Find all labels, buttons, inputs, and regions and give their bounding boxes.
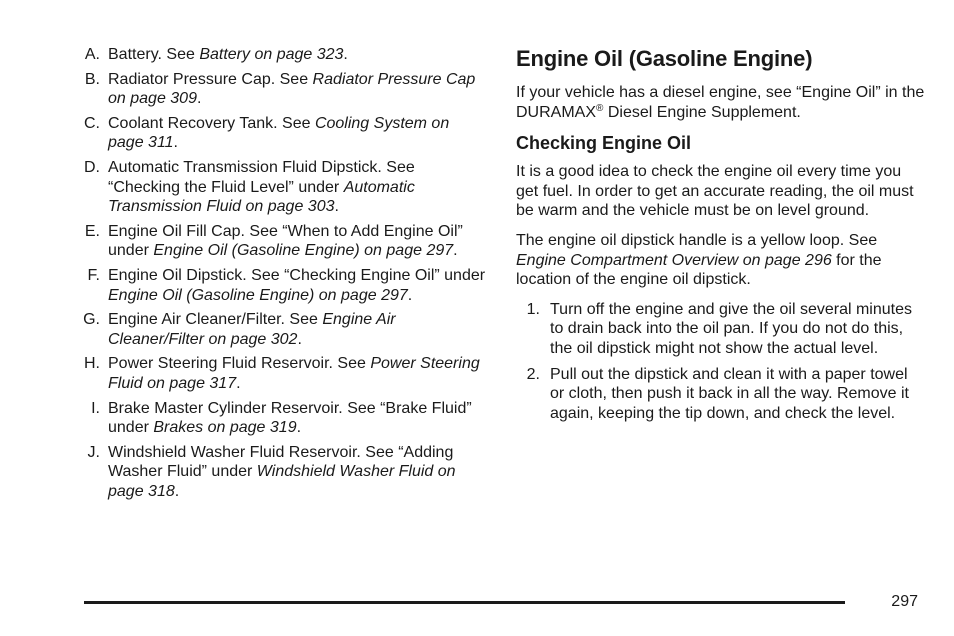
legend-description: Engine Oil Fill Cap. See “When to Add Engine Oil” under (108, 222, 463, 260)
cross-reference: Engine Oil (Gasoline Engine) on page 297 (153, 242, 454, 260)
legend-text (108, 310, 488, 349)
legend-description: Engine Oil Dipstick. See “Checking Engine Oil” under (108, 266, 486, 284)
legend-text (108, 266, 488, 305)
cross-reference: Brakes on page 319 (153, 419, 297, 437)
cross-reference: Power Steering Fluid on page 317 (108, 355, 480, 392)
legend-letter: F. (87, 266, 100, 284)
legend-suffix: . (407, 286, 413, 304)
intro-paragraph (516, 83, 926, 122)
legend-letter: H. (84, 355, 100, 373)
legend-text (108, 114, 488, 153)
cross-reference: Radiator Pressure Cap on page 309 (108, 70, 476, 108)
legend-letter: A. (84, 46, 100, 63)
legend-item-i (78, 399, 488, 438)
legend-suffix: . (297, 330, 302, 348)
legend-item-h (78, 354, 488, 393)
step-text: Pull out the dipstick and clean it with a paper towel or cloth, then push it back in all the way. Remove it again, keeping the tip down, and check the level. (550, 365, 909, 422)
cross-reference: Engine Oil (Gasoline Engine) on page 297 (108, 286, 408, 304)
cross-reference: Automatic Transmission Fluid on page 303 (108, 178, 415, 216)
legend-suffix: . (174, 482, 180, 500)
legend-letter: B. (84, 70, 100, 88)
step-2 (516, 365, 926, 424)
legend-text (108, 443, 488, 502)
legend-suffix: . (236, 374, 241, 392)
legend-description: Engine Air Cleaner/Filter. See (108, 311, 323, 329)
legend-text (108, 158, 488, 217)
intro-text: If your vehicle has a diesel engine, see “Engine Oil” in the DURAMAX (516, 84, 925, 121)
legend-item-d (78, 158, 488, 217)
cross-reference: Battery on page 323 (199, 46, 344, 63)
legend-item-g (78, 310, 488, 349)
legend-text (108, 45, 488, 65)
legend-description: Brake Master Cylinder Reservoir. See “Brake Fluid” under (108, 399, 472, 437)
legend-item-c (78, 114, 488, 153)
footer-rule (84, 601, 845, 604)
step-number: 1. (526, 300, 540, 318)
legend-description: Power Steering Fluid Reservoir. See (108, 355, 371, 373)
legend-suffix: . (173, 134, 178, 152)
legend-text (108, 354, 488, 393)
legend-letter: J. (87, 443, 100, 461)
legend-letter: E. (84, 222, 100, 240)
registered-mark: ® (596, 102, 604, 114)
intro-text-end: Diesel Engine Supplement. (603, 103, 801, 121)
engine-oil-section (516, 45, 926, 429)
legend-suffix: . (196, 90, 202, 108)
subsection-title: Checking Engine Oil (516, 133, 692, 154)
page-number: 297 (891, 593, 918, 610)
paragraph-text: The engine oil dipstick handle is a yellow loop. See (516, 231, 878, 249)
legend-item-a (78, 45, 488, 65)
step-text: Turn off the engine and give the oil several minutes to drain back into the oil pan. If you do not do this, the oil dipstick might not show the actual level. (550, 300, 912, 357)
legend-item-b (78, 70, 488, 109)
legend-description: Radiator Pressure Cap. See (108, 70, 313, 88)
section-title: Engine Oil (Gasoline Engine) (516, 46, 813, 71)
legend-item-j (78, 443, 488, 502)
legend-letter: C. (84, 114, 100, 132)
paragraph-text-end: for the location of the engine oil dipstick. (516, 251, 882, 289)
cross-reference: Windshield Washer Fluid on page 318 (108, 463, 456, 500)
step-number: 2. (526, 365, 540, 383)
cross-reference: Engine Compartment Overview on page 296 (516, 251, 832, 269)
cross-reference: Engine Air Cleaner/Filter on page 302 (108, 311, 396, 348)
legend-description: Battery. See (108, 46, 200, 63)
legend-text (108, 70, 488, 109)
legend-description: Windshield Washer Fluid Reservoir. See “Adding Washer Fluid” under (108, 443, 454, 481)
legend-text (108, 222, 488, 261)
cross-reference: Cooling System on page 311 (108, 114, 450, 152)
legend-item-e (78, 222, 488, 261)
legend-description: Coolant Recovery Tank. See (108, 114, 315, 132)
legend-letter: G. (83, 311, 100, 329)
legend-item-f (78, 266, 488, 305)
legend-text (108, 399, 488, 438)
legend-suffix: . (296, 419, 302, 437)
paragraph-dipstick (516, 231, 926, 290)
component-legend (78, 45, 488, 506)
legend-suffix: . (343, 46, 348, 63)
legend-suffix: . (453, 242, 458, 260)
legend-letter: I. (91, 399, 100, 417)
legend-description: Automatic Transmission Fluid Dipstick. See “Checking the Fluid Level” under (108, 158, 415, 196)
legend-letter: D. (84, 158, 100, 176)
step-1 (516, 300, 926, 359)
paragraph-check-oil: It is a good idea to check the engine oil every time you get fuel. In order to get an accurate reading, the oil must be warm and the vehicle must be on level ground. (516, 163, 914, 220)
legend-suffix: . (334, 198, 339, 216)
